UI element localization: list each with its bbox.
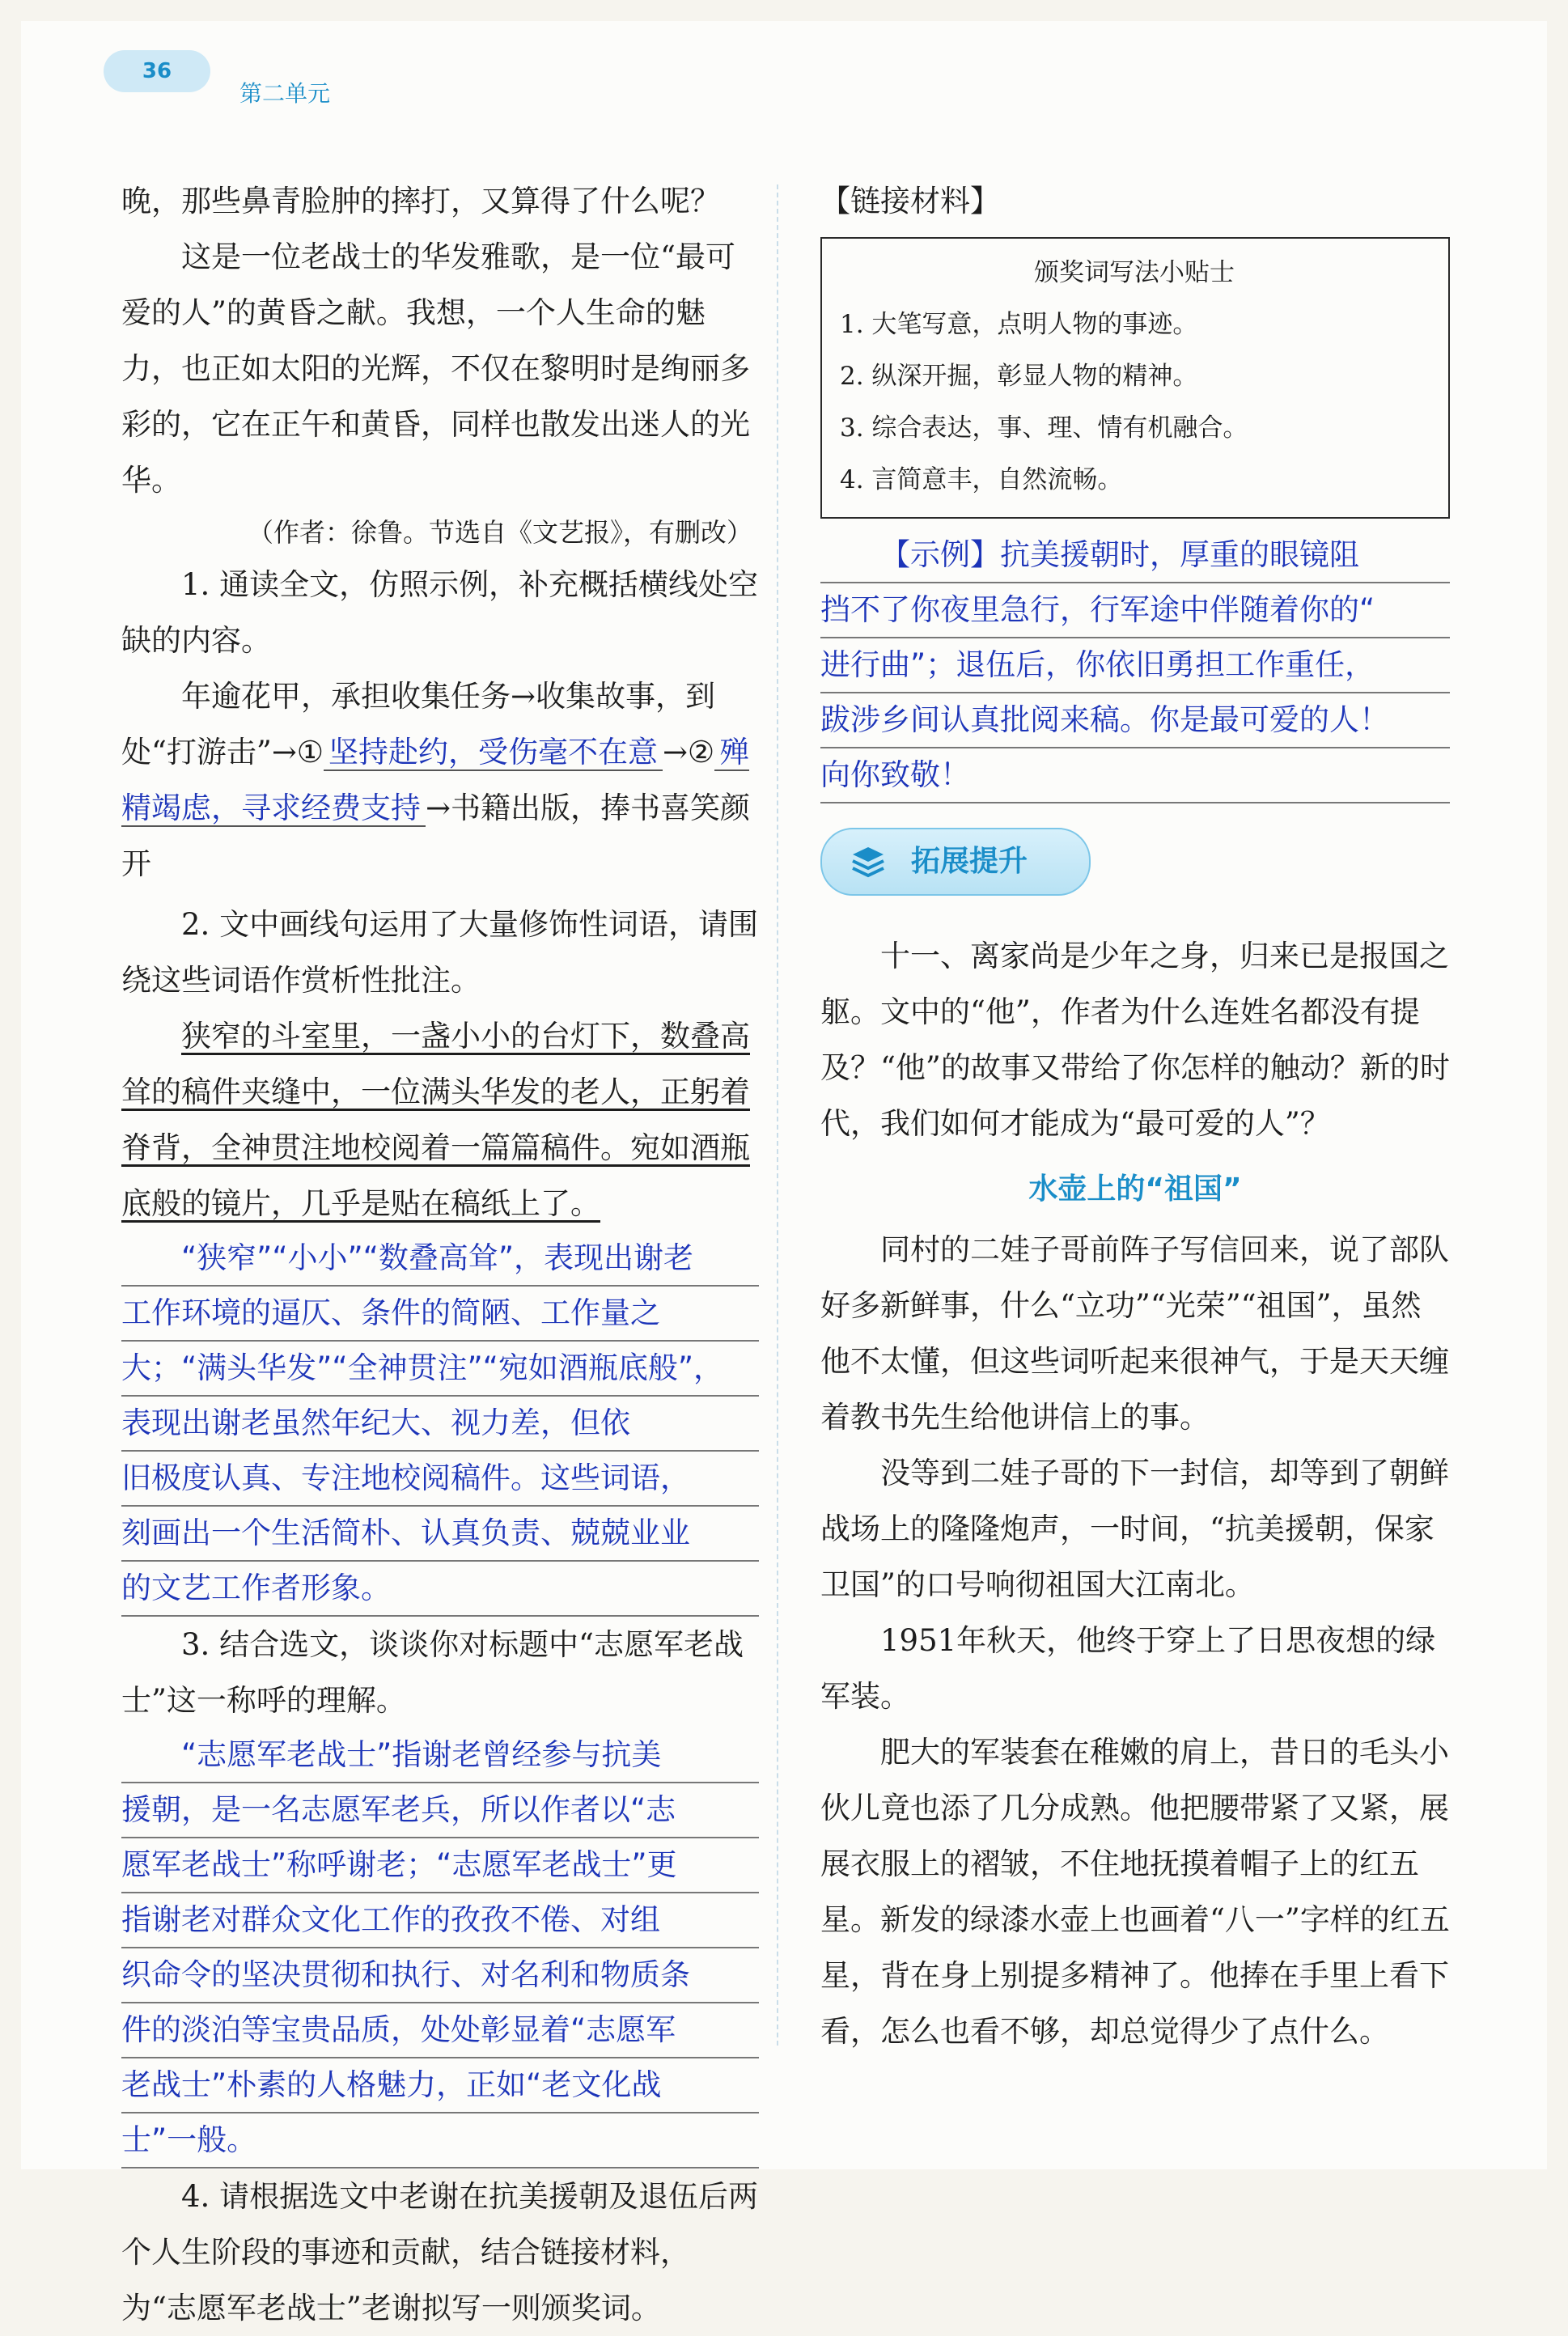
answer-line: 的文艺工作者形象。: [121, 1562, 759, 1617]
answer-line: “志愿军老战士”指谢老曾经参与抗美: [121, 1728, 759, 1783]
story-body: [820, 1222, 1450, 2059]
unit-title: 第二单元: [239, 80, 331, 107]
answer-3: [121, 1728, 759, 2169]
answer-line: 件的淡泊等宝贵品质，处处彰显着“志愿军: [121, 2003, 759, 2058]
blank-marker-2: ②: [688, 735, 715, 769]
closing-paragraph: 这是一位老战士的华发雅歌，是一位“最可爱的人”的黄昏之献。我想，一个人生命的魅力，也正如太阳的光辉，不仅在黎明时是绚丽多彩的，它在正午和黄昏，同样也散发出迷人的光华。: [121, 240, 750, 498]
example-line: 进行曲”；退伍后，你依旧勇担工作重任，: [820, 638, 1450, 693]
answer-line: 旧极度认真、专注地校阅稿件。这些词语，: [121, 1452, 759, 1507]
story-paragraph: 没等到二娃子哥的下一封信，却等到了朝鲜战场上的隆隆炮声，一时间，“抗美援朝，保家卫国”的口号响彻祖国大江南北。: [820, 1456, 1449, 1602]
answer-line: 指谢老对群众文化工作的孜孜不倦、对组: [121, 1893, 759, 1948]
answer-blank-1: 坚持赴约，受伤毫不在意: [324, 735, 663, 771]
answer-line: 援朝，是一名志愿军老兵，所以作者以“志: [121, 1783, 759, 1838]
tips-box-title: 颁奖词写法小贴士: [1034, 258, 1235, 287]
question-3: 3. 结合选文，谈谈你对标题中“志愿军老战士”这一称呼的理解。: [121, 1627, 744, 1718]
question-2-quote: 狭窄的斗室里，一盏小小的台灯下，数叠高耸的稿件夹缝中，一位满头华发的老人，正躬着脊背，全神贯注地校阅着一篇篇稿件。宛如酒瓶底般的镜片，几乎是贴在稿纸上了。: [121, 1019, 750, 1221]
story-paragraph: 1951年秋天，他终于穿上了日思夜想的绿军装。: [820, 1623, 1436, 1714]
tip-item: 2. 纵深开掘，彰显人物的精神。: [840, 362, 1198, 391]
answer-line: 老战士”朴素的人格魅力，正如“老文化战: [121, 2058, 759, 2113]
story-paragraph: 肥大的军装套在稚嫩的肩上，昔日的毛头小伙儿竟也添了几分成熟。他把腰带紧了又紧，展展衣服上的褶皱，不住地抚摸着帽子上的红五星。新发的绿漆水壶上也画着“八一”字样的红五星，背在身上别提多精神了。他捧在手里上看下看，怎么也看不够，却总觉得少了点什么。: [820, 1735, 1450, 2049]
question-11: 十一、离家尚是少年之身，归来已是报国之躯。文中的“他”，作者为什么连姓名都没有提及？“他”的故事又带给了你怎样的触动？新的时代，我们如何才能成为“最可爱的人”？: [820, 939, 1450, 1141]
answer-line: 工作环境的逼仄、条件的简陋、工作量之: [121, 1287, 759, 1342]
tip-item: 4. 言简意丰，自然流畅。: [840, 465, 1123, 494]
sequence-arrow: →: [663, 735, 689, 769]
example-line: 跋涉乡间认真批阅来稿。你是最可爱的人！: [820, 693, 1450, 748]
answer-line: 士”一般。: [121, 2113, 759, 2169]
question-2: 2. 文中画线句运用了大量修饰性词语，请围绕这些词语作赏析性批注。: [121, 907, 759, 998]
page-number-badge: 36: [104, 50, 210, 92]
right-column: [820, 173, 1450, 2059]
sequence-start: 年逾花甲，承担收集任务→收集故事，到处“打游击”→: [121, 679, 716, 769]
answer-line: “狭窄”“小小”“数叠高耸”，表现出谢老: [121, 1232, 759, 1287]
link-material-heading: 【链接材料】: [820, 184, 1000, 218]
extension-banner: [820, 828, 1091, 896]
column-divider: [777, 184, 778, 2046]
intro-line: 晚，那些鼻青脸肿的摔打，又算得了什么呢？: [121, 184, 720, 218]
story-paragraph: 同村的二娃子哥前阵子写信回来，说了部队好多新鲜事，什么“立功”“光荣”“祖国”，虽然他不太懂，但这些词听起来很神气，于是天天缠着教书先生给他讲信上的事。: [820, 1232, 1449, 1435]
answer-blank-2: 殚精竭虑，寻求经费支持: [121, 735, 750, 825]
tip-item: 1. 大笔写意，点明人物的事迹。: [840, 310, 1198, 339]
answer-line: 刻画出一个生活简朴、认真负责、兢兢业业: [121, 1507, 759, 1562]
citation: （作者：徐鲁。节选自《文艺报》，有删改）: [247, 517, 752, 548]
sequence-end: →书籍出版，捧书喜笑颜开: [121, 791, 751, 881]
example-line: 向你致敬！: [820, 748, 1450, 803]
example-answer: [820, 528, 1450, 803]
tips-box: [820, 237, 1450, 519]
example-line: 挡不了你夜里急行，行军途中伴随着你的“: [820, 583, 1450, 638]
answer-line: 织命令的坚决贯彻和执行、对名利和物质条: [121, 1948, 759, 2003]
blank-marker-1: ①: [296, 735, 324, 769]
tip-item: 3. 综合表达，事、理、情有机融合。: [840, 413, 1248, 443]
left-column: [121, 173, 759, 2336]
story-title: 水壶上的“祖国”: [1028, 1172, 1242, 1206]
answer-line: 大；“满头华发”“全神贯注”“宛如酒瓶底般”，: [121, 1342, 759, 1397]
question-4: 4. 请根据选文中老谢在抗美援朝及退伍后两个人生阶段的事迹和贡献，结合链接材料，为“志愿军老战士”老谢拟写一则颁奖词。: [121, 2179, 759, 2325]
answer-line: 表现出谢老虽然年纪大、视力差，但依: [121, 1397, 759, 1452]
answer-line: 愿军老战士”称呼谢老；“志愿军老战士”更: [121, 1838, 759, 1893]
extension-label: 拓展提升: [911, 845, 1028, 878]
question-1-sequence: [121, 668, 759, 892]
layers-icon: [851, 846, 885, 878]
question-1: 1. 通读全文，仿照示例，补充概括横线处空缺的内容。: [121, 567, 759, 658]
example-line: 【示例】抗美援朝时，厚重的眼镜阻: [820, 528, 1450, 583]
answer-2: [121, 1232, 759, 1617]
